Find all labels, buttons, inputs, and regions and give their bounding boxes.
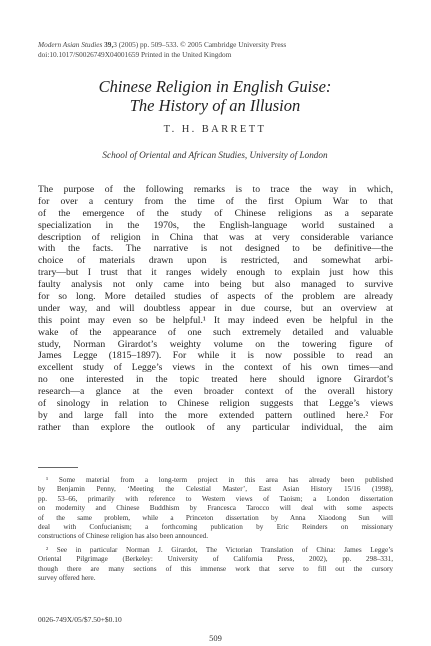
footnote-line: survey offered here. bbox=[38, 573, 96, 582]
body-line: description of religion in China that was at very considerable variance bbox=[38, 231, 393, 243]
body-line: specialization in the 1970s, the English-language world sustained a bbox=[38, 219, 393, 231]
footnote-line: on modernity and Chinese Buddhism by Francesca Tarocco will deal with some aspects bbox=[38, 504, 393, 513]
journal-name: Modern Asian Studies bbox=[38, 40, 103, 49]
body-line: of the emergence of the study of Chinese religions as a separate bbox=[38, 207, 393, 219]
footnote-line: deal with Confucianism; a forthcoming publication by Eric Reinders on missionary bbox=[38, 522, 393, 531]
footnote-line: by Benjamin Penny, ‘Meeting the Celestial Master’, East Asian History 15/16 (1998), bbox=[38, 485, 393, 494]
body-line: study, Norman Girardot’s weighty volume on the towering figure of bbox=[38, 338, 393, 350]
body-line: research—a glance at the even broader context of the overall history bbox=[38, 386, 393, 398]
body-line: wake of the appearance of one such extremely detailed and valuable bbox=[38, 326, 393, 338]
footnote-line: ² See in particular Norman J. Girardot, The Victorian Translation of China: James Legge’s bbox=[46, 545, 393, 554]
footnotes bbox=[38, 476, 393, 583]
footnote-rule bbox=[38, 467, 78, 468]
author-affiliation: School of Oriental and African Studies, University of London bbox=[102, 150, 328, 160]
body-line: faulty analysis not only came into being but also managed to survive bbox=[38, 279, 393, 291]
body-line: rather than explore the outlook of any particular individual, the aim bbox=[38, 421, 393, 433]
body-line: by and large fall into the more extended pattern outlined here.² For bbox=[38, 409, 393, 421]
body-line: choice of materials drawn upon is restricted, and somewhat arbi- bbox=[38, 255, 393, 267]
footnote-line: Oriental Pilgrimage (Berkeley: University of California Press, 2002), pp. 298–331, bbox=[38, 555, 393, 564]
body-line: no one interested in the topic treated here should ignore Girardot’s bbox=[38, 374, 393, 386]
footnote-line: pp. 53–66, primarily with reference to Western views of Taoism; a London dissertation bbox=[38, 494, 393, 503]
header-line-1 bbox=[38, 40, 398, 50]
body-line: with the facts. The narrative is not designed to be definitive—the bbox=[38, 243, 393, 255]
body-line: James Legge (1815–1897). For while it is now possible to read an bbox=[38, 350, 393, 362]
body-line: of sinology in relation to Chinese religion suggests that Legge’s views bbox=[38, 398, 393, 410]
journal-header bbox=[38, 40, 398, 59]
body-line: excellent study of Legge’s views in the context of his own times—and bbox=[38, 362, 393, 374]
journal-volume: 39, bbox=[104, 40, 114, 49]
body-line: this point may even so be helpful.¹ It may indeed even be helpful in the bbox=[38, 314, 393, 326]
article-title-line-2: The History of an Illusion bbox=[129, 96, 301, 115]
article-title-line-1: Chinese Religion in English Guise: bbox=[98, 77, 332, 96]
page-number: 509 bbox=[209, 633, 222, 643]
body-text bbox=[38, 184, 393, 434]
footnote-line: though there are many sections of this immense work that serve to fill out the cursory bbox=[38, 564, 393, 573]
body-line: for over a century from the time of the first Opium War to that bbox=[38, 195, 393, 207]
body-line: The purpose of the following remarks is to trace the way in which, bbox=[38, 184, 393, 195]
issn-line: 0026-749X/05/$7.50+$0.10 bbox=[38, 615, 122, 624]
footnote-line: constructions of Chinese religion has also been announced. bbox=[38, 532, 209, 541]
author-name: T. H. BARRETT bbox=[163, 124, 267, 135]
body-line: trary—but I trust that it ranges widely enough to explain just how this bbox=[38, 267, 393, 279]
footnote-line: ¹ Some material from a long-term project in this area has already been published bbox=[46, 476, 393, 484]
body-line: under way, and will doubtless appear in due course, but an overview at bbox=[38, 302, 393, 314]
footnote-line: of the same problem, while a Princeton dissertation by Anna Xiaodong Sun will bbox=[38, 513, 393, 522]
header-doi-line: doi:10.1017/S0026749X04001659 Printed in the United Kingdom bbox=[38, 49, 232, 59]
header-citation: 3 (2005) pp. 509–533. © 2005 Cambridge University Press bbox=[113, 40, 287, 49]
body-line: for so long. More detailed studies of aspects of the problem are already bbox=[38, 291, 393, 303]
